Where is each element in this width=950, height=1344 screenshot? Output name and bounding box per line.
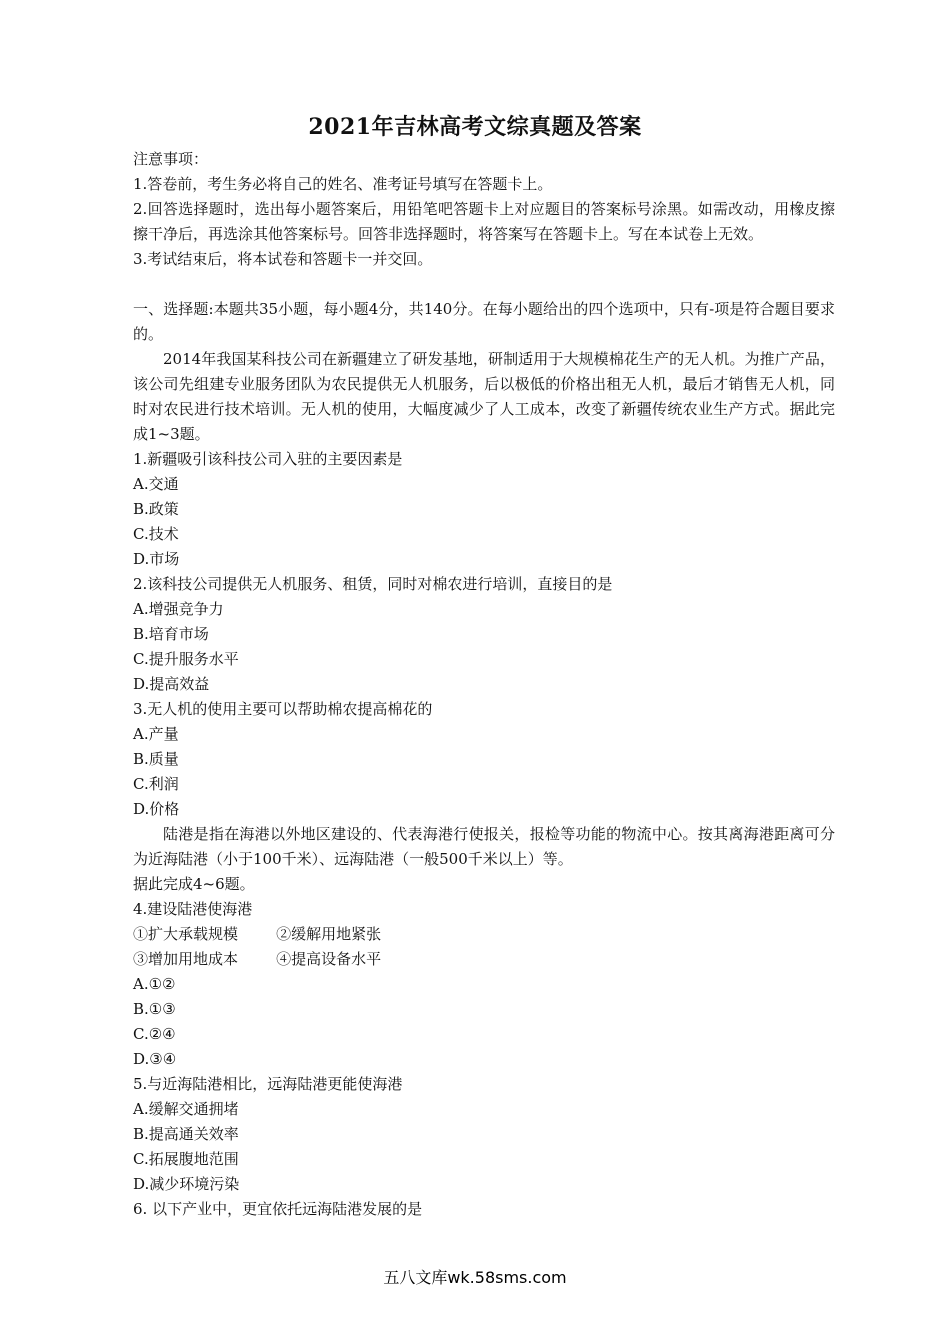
question-4-statements-row-1 [133, 922, 835, 947]
notice-item-3: 3.考试结束后，将本试卷和答题卡一并交回。 [133, 250, 433, 268]
document-title: 2021年吉林高考文综真题及答案 [308, 114, 642, 140]
question-5-option-c: C.拓展腹地范围 [133, 1150, 239, 1168]
question-3-option-c: C.利润 [133, 775, 179, 793]
question-4-statement-1: ①扩大承载规模 [133, 925, 239, 943]
question-2-option-d: D.提高效益 [133, 675, 210, 693]
question-4-statement-2: ②缓解用地紧张 [276, 925, 382, 943]
notice-heading: 注意事项： [133, 150, 209, 168]
passage-drone: 2014年我国某科技公司在新疆建立了研发基地，研制适用于大规模棉花生产的无人机。为推广产品，该公司先组建专业服务团队为农民提供无人机服务，后以极低的价格出租无人机，最后才销售无人机，同时对农民进行技术培训。无人机的使用，大幅度减少了人工成本，改变了新疆传统农业生产方式。据此完成1~3题。 [133, 350, 835, 443]
question-3-stem: 3.无人机的使用主要可以帮助棉农提高棉花的 [133, 700, 433, 718]
question-2-option-c: C.提升服务水平 [133, 650, 239, 668]
section-instruction: 一、选择题:本题共35小题，每小题4分，共140分。在每小题给出的四个选项中，只有-项是符合题目要求的。 [133, 300, 835, 343]
question-1-option-b: B.政策 [133, 500, 179, 518]
question-4-option-b: B.①③ [133, 1000, 176, 1018]
question-4-stem: 4.建设陆港使海港 [133, 900, 253, 918]
question-5-option-b: B.提高通关效率 [133, 1125, 239, 1143]
notice-item-1: 1.答卷前，考生务必将自己的姓名、准考证号填写在答题卡上。 [133, 175, 553, 193]
question-3-option-b: B.质量 [133, 750, 179, 768]
question-4-statements-row-2 [133, 947, 835, 972]
question-1-stem: 1.新疆吸引该科技公司入驻的主要因素是 [133, 450, 403, 468]
question-2-stem: 2.该科技公司提供无人机服务、租赁，同时对棉农进行培训，直接目的是 [133, 575, 613, 593]
question-1-option-c: C.技术 [133, 525, 179, 543]
question-4-option-c: C.②④ [133, 1025, 176, 1043]
question-6-stem: 6. 以下产业中，更宜依托远海陆港发展的是 [133, 1200, 423, 1218]
question-4-statement-3: ③增加用地成本 [133, 950, 239, 968]
spacer [133, 272, 835, 297]
question-1-option-d: D.市场 [133, 550, 180, 568]
question-3-option-d: D.价格 [133, 800, 180, 818]
question-2-option-a: A.增强竞争力 [133, 600, 224, 618]
question-4-statement-4: ④提高设备水平 [276, 950, 382, 968]
question-2-option-b: B.培育市场 [133, 625, 209, 643]
question-4-option-d: D.③④ [133, 1050, 177, 1068]
question-5-stem: 5.与近海陆港相比，远海陆港更能使海港 [133, 1075, 403, 1093]
question-5-option-a: A.缓解交通拥堵 [133, 1100, 239, 1118]
question-1-option-a: A.交通 [133, 475, 179, 493]
passage-dry-port: 陆港是指在海港以外地区建设的、代表海港行使报关，报检等功能的物流中心。按其离海港距离可分为近海陆港（小于100千米）、远海陆港（一般500千米以上）等。 [133, 825, 835, 868]
footer-watermark: 五八文库wk.58sms.com [383, 1268, 567, 1287]
notice-item-2: 2.回答选择题时，选出每小题答案后，用铅笔吧答题卡上对应题目的答案标号涂黑。如需改动，用橡皮擦擦干净后，再选涂其他答案标号。回答非选择题时，将答案写在答题卡上。写在本试卷上无效。 [133, 200, 835, 243]
passage-dry-port-tail: 据此完成4~6题。 [133, 875, 255, 893]
document-body [133, 147, 835, 1222]
question-5-option-d: D.减少环境污染 [133, 1175, 240, 1193]
question-3-option-a: A.产量 [133, 725, 179, 743]
question-4-option-a: A.①② [133, 975, 176, 993]
